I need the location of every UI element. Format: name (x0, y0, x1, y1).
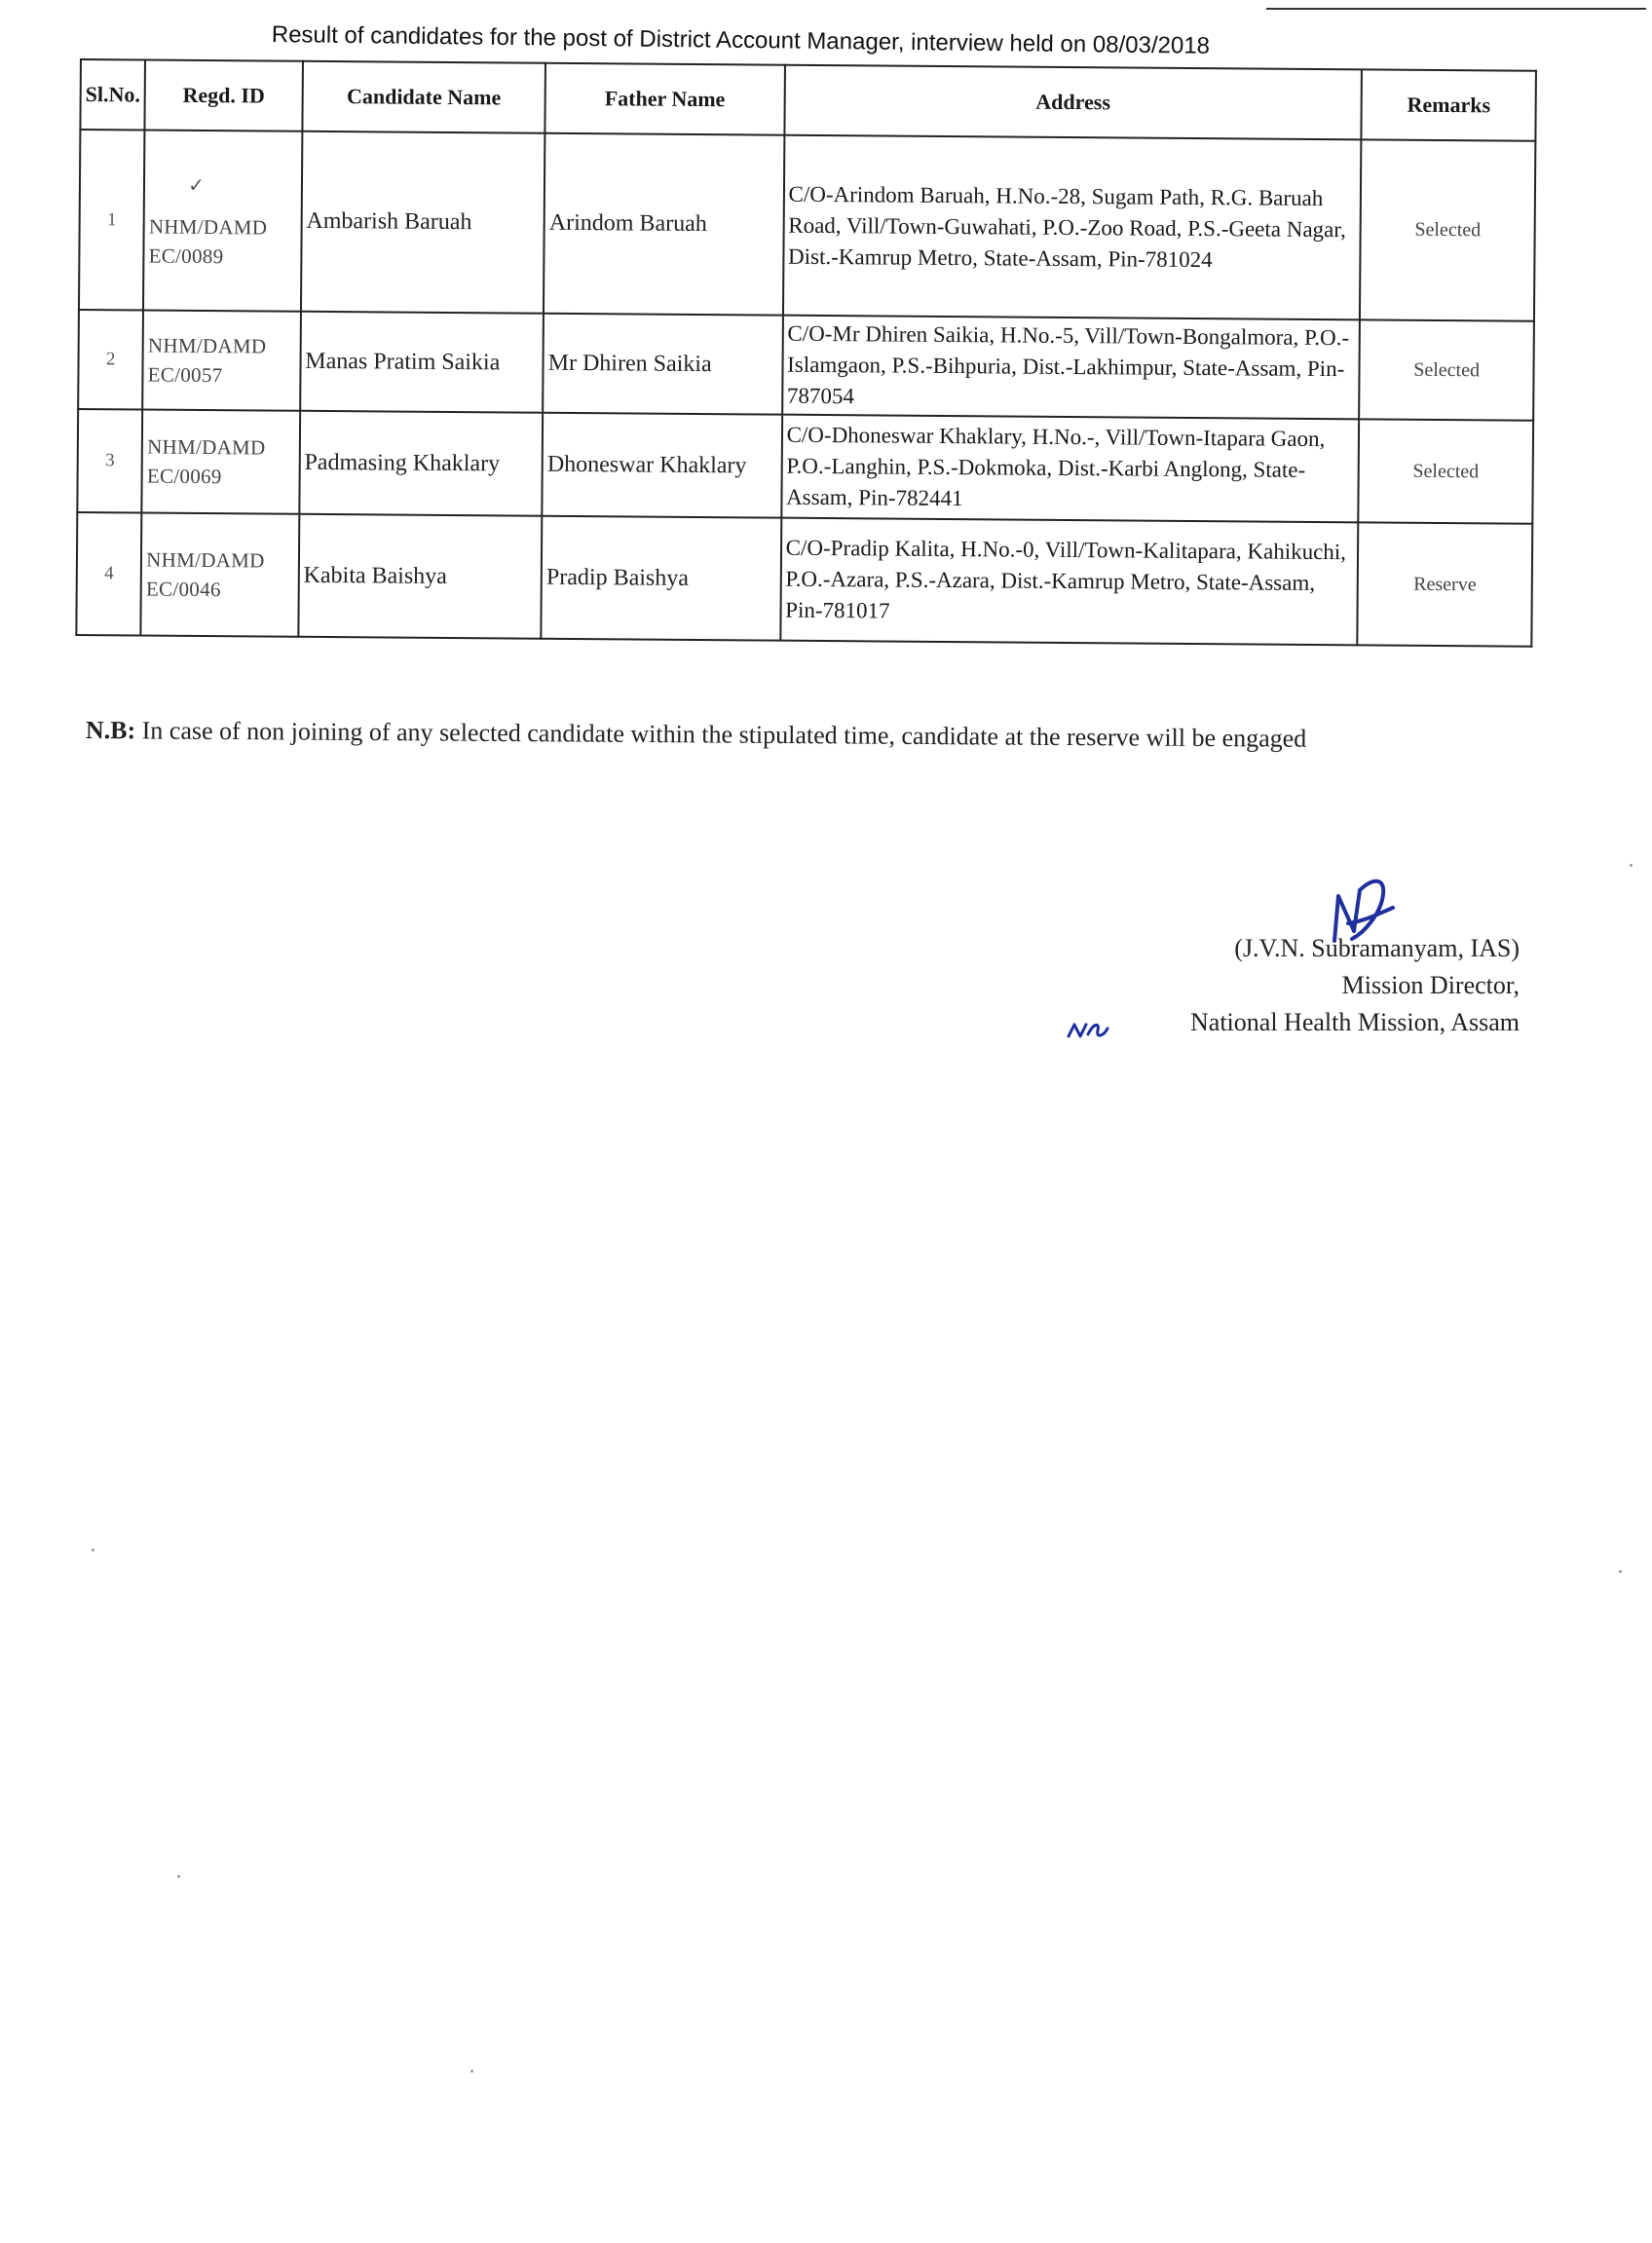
cell-regd-id (142, 410, 300, 514)
table-row (77, 409, 1533, 524)
signatory-organization: National Health Mission, Assam (1190, 1008, 1520, 1036)
signatory-designation: Mission Director, (1341, 971, 1520, 999)
regd-id-line1: NHM/DAMD (146, 547, 265, 573)
regd-id-line2: EC/0069 (146, 464, 222, 489)
table-row (79, 130, 1535, 321)
note-bene (86, 716, 1307, 754)
note-label: N.B: (85, 716, 136, 745)
cell-remarks: Reserve (1358, 522, 1533, 646)
document-title: Result of candidates for the post of District Account Manager, interview held on 08/03/2018 (271, 21, 1211, 59)
regd-id-line2: EC/0046 (145, 577, 221, 602)
header-candidate-name: Candidate Name (302, 61, 545, 133)
header-sl-no: Sl.No. (80, 59, 145, 131)
regd-id-line1: NHM/DAMD (147, 333, 267, 358)
header-regd-id: Regd. ID (145, 60, 303, 131)
cell-father-name: Arindom Baruah (544, 133, 784, 316)
cell-sl-no: 3 (77, 409, 142, 513)
cell-sl-no: 1 (79, 130, 145, 311)
cell-regd-id (141, 513, 300, 637)
scan-speck (92, 1549, 94, 1551)
cell-father-name: Dhoneswar Khaklary (542, 413, 781, 518)
cell-regd-id (142, 311, 300, 411)
cell-sl-no: 2 (78, 310, 143, 410)
regd-id-line1: NHM/DAMD (147, 434, 266, 460)
table-row (78, 310, 1534, 421)
cell-remarks: Selected (1359, 319, 1534, 420)
header-address: Address (784, 65, 1362, 140)
cell-regd-id (143, 131, 302, 312)
cell-father-name: Mr Dhiren Saikia (543, 314, 782, 415)
cell-candidate-name: Ambarish Baruah (301, 131, 545, 314)
table-header-row (80, 59, 1536, 141)
header-remarks: Remarks (1362, 69, 1536, 140)
header-father-name: Father Name (545, 63, 785, 135)
note-text: In case of non joining of any selected candidate within the stipulated time, candidate at the reserve will be engaged (141, 716, 1307, 753)
scan-speck (1630, 864, 1633, 867)
cell-address: C/O-Arindom Baruah, H.No.-28, Sugam Path, R.G. Baruah Road, Vill/Town-Guwahati, P.O.-Zoo Road, P.S.-Geeta Nagar, Dist.-Kamrup Metro, State-Assam, Pin-781024 (783, 135, 1362, 320)
tick-mark-icon: ✓ (188, 174, 206, 197)
cell-address: C/O-Dhoneswar Khaklary, H.No.-, Vill/Town-Itapara Gaon, P.O.-Langhin, P.S.-Dokmoka, Dist.-Karbi Anglong, State-Assam, Pin-782441 (781, 415, 1359, 523)
cell-sl-no: 4 (76, 512, 141, 636)
top-edge-rule (1266, 8, 1646, 10)
scan-speck (177, 1875, 180, 1878)
signatory-name: (J.V.N. Subramanyam, IAS) (1234, 934, 1520, 962)
table-row (76, 512, 1532, 647)
cell-address: C/O-Pradip Kalita, H.No.-0, Vill/Town-Kalitapara, Kahikuchi, P.O.-Azara, P.S.-Azara, Dist.-Kamrup Metro, State-Assam, Pin-781017 (780, 518, 1359, 646)
cell-candidate-name: Kabita Baishya (298, 514, 542, 639)
regd-id-line1: NHM/DAMD (148, 214, 268, 240)
scan-speck (1619, 1570, 1622, 1573)
initials-mark (1067, 1019, 1109, 1040)
scan-speck (470, 2070, 473, 2073)
cell-remarks: Selected (1360, 139, 1535, 320)
cell-remarks: Selected (1359, 419, 1534, 523)
cell-candidate-name: Padmasing Khaklary (299, 411, 543, 516)
results-table (75, 58, 1537, 648)
cell-candidate-name: Manas Pratim Saikia (300, 312, 544, 413)
regd-id-line2: EC/0057 (147, 362, 223, 388)
regd-id-line2: EC/0089 (148, 243, 224, 268)
cell-father-name: Pradip Baishya (541, 516, 780, 641)
cell-address: C/O-Mr Dhiren Saikia, H.No.-5, Vill/Town-Bongalmora, P.O.-Islamgaon, P.S.-Bihpuria, Dist.-Lakhimpur, State-Assam, Pin-787054 (782, 316, 1360, 420)
results-table-container (75, 58, 1537, 648)
